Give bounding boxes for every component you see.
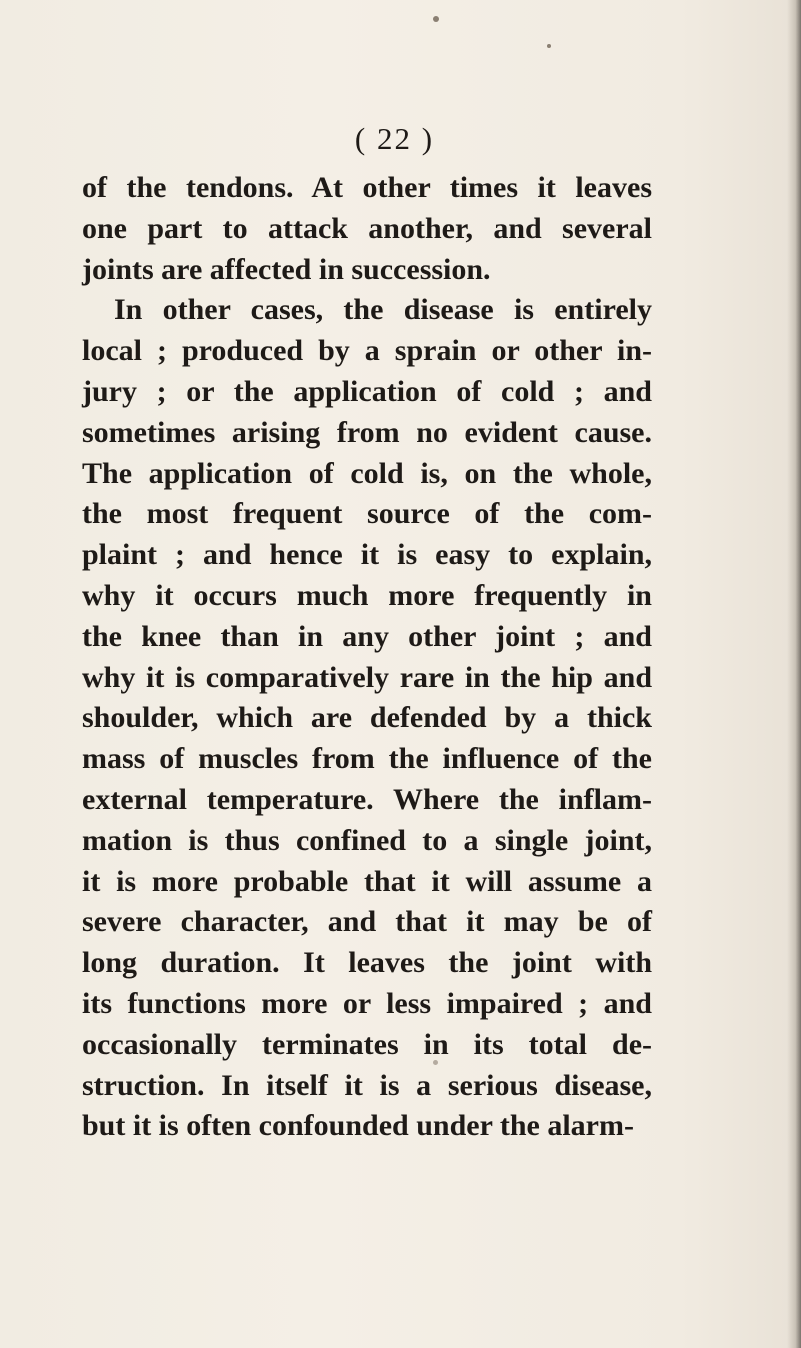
ink-speck [547,44,551,48]
text-line: severe character, and that it may be of [82,905,652,939]
text-line: it is more probable that it will assume a [82,864,652,898]
text-line: joints are affected in succession. [82,252,491,286]
text-line: but it is often confounded under the alarm- [82,1109,634,1143]
text-line: sometimes arising from no evident cause. [82,415,652,449]
text-line: one part to attack another, and several [82,211,652,245]
text-line: occasionally terminates in its total de- [82,1027,652,1061]
text-line: its functions more or less impaired ; and [82,986,652,1020]
text-line: local ; produced by a sprain or other in- [82,334,652,368]
page-number: ( 22 ) [354,121,435,156]
text-line: of the tendons. At other times it leaves [82,171,652,204]
text-line: shoulder, which are defended by a thick [82,701,652,735]
page-edge-shadow [787,0,801,1348]
body-text [82,168,652,1147]
text-line: mation is thus confined to a single joint, [82,823,652,857]
text-line: the knee than in any other joint ; and [82,619,652,653]
text-line: The application of cold is, on the whole, [82,456,652,490]
text-line: In other cases, the disease is entirely [114,293,652,327]
text-line: plaint ; and hence it is easy to explain, [82,538,652,572]
text-line: long duration. It leaves the joint with [82,946,652,980]
text-line: the most frequent source of the com- [82,497,652,531]
text-line: external temperature. Where the inflam- [82,782,652,816]
text-line: jury ; or the application of cold ; and [82,374,652,408]
text-line: struction. In itself it is a serious disease, [82,1068,652,1102]
text-line: why it occurs much more frequently in [82,578,652,612]
ink-speck [433,16,439,22]
text-line: mass of muscles from the influence of the [82,742,652,776]
text-line: why it is comparatively rare in the hip and [82,660,652,694]
